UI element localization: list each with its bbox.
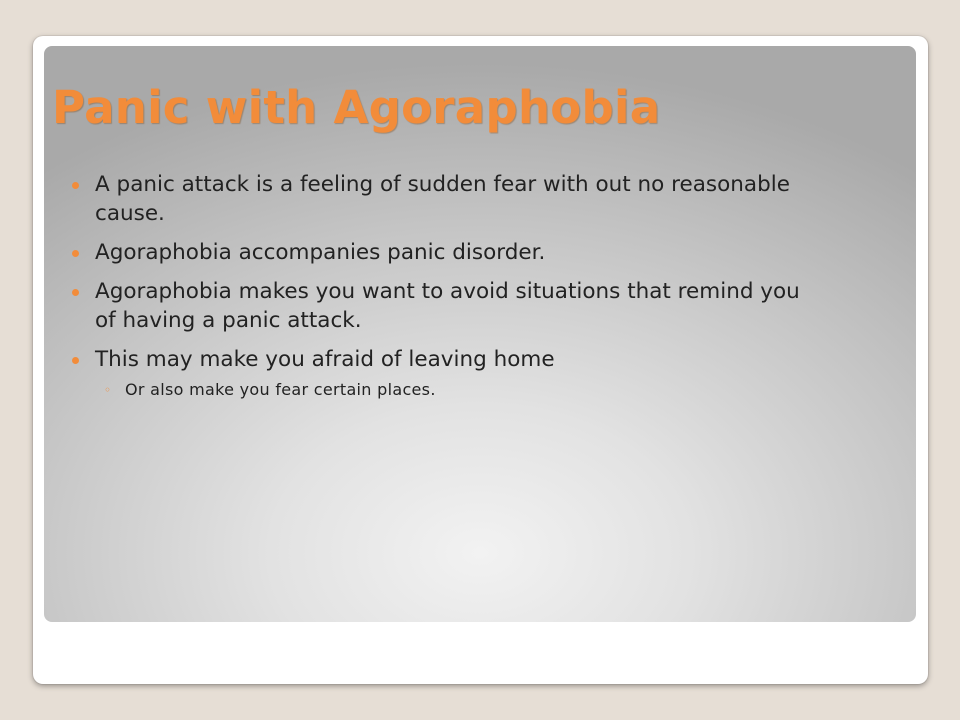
sub-bullet-text: Or also make you fear certain places. [125,380,436,399]
slide-content-panel [44,46,916,622]
bullet-text: A panic attack is a feeling of sudden fear with out no reasonable cause. [95,172,790,226]
bullet-item [72,345,812,374]
bullet-text: Agoraphobia makes you want to avoid situations that remind you of having a panic attack. [95,279,800,333]
bullet-item [72,238,812,267]
bullet-item [72,277,812,335]
bullet-text: Agoraphobia accompanies panic disorder. [95,240,546,265]
slide-frame [33,36,928,684]
bullet-dot-icon [72,250,79,257]
hollow-circle-icon: ◦ [104,383,112,397]
bullet-item [72,170,812,228]
slide-title: Panic with Agoraphobia [52,81,661,134]
bullet-dot-icon [72,289,79,296]
sub-bullet-item [72,378,812,402]
bullet-text: This may make you afraid of leaving home [95,347,555,372]
bullet-list [72,170,812,402]
bullet-dot-icon [72,182,79,189]
bullet-dot-icon [72,357,79,364]
